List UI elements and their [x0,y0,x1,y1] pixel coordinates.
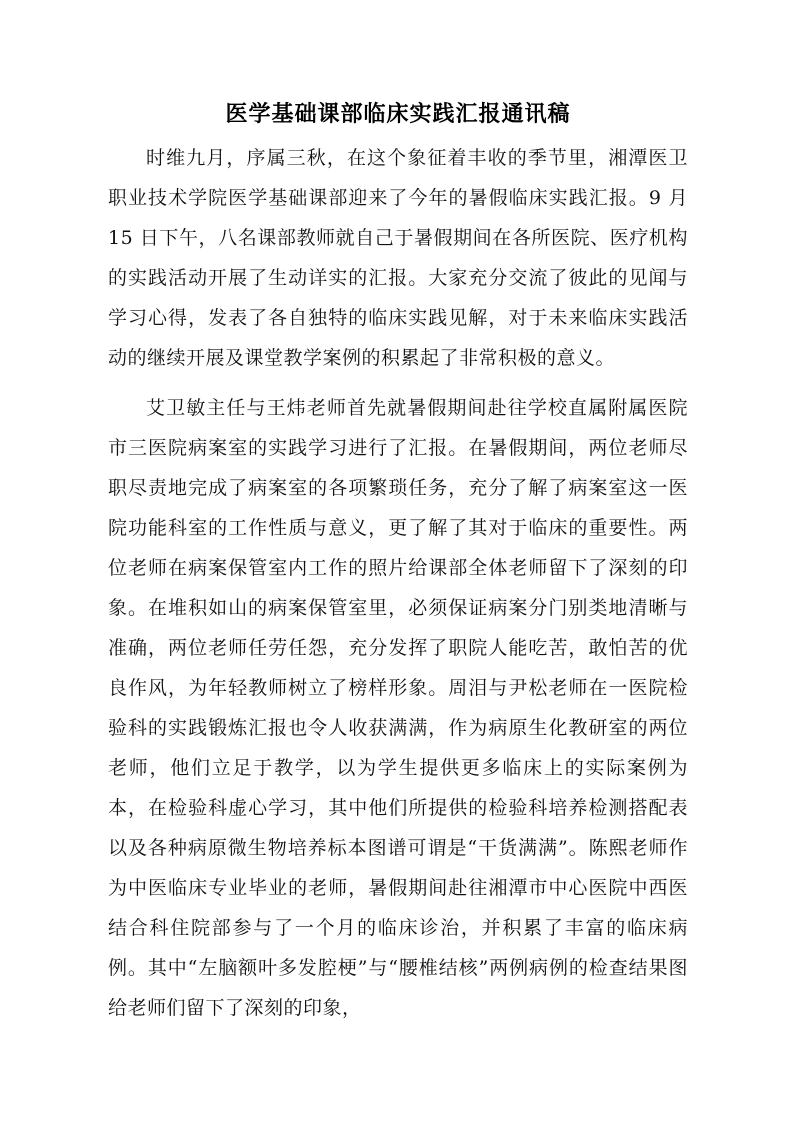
paragraph-reports: 艾卫敏主任与王炜老师首先就暑假期间赴往学校直属附属医院市三医院病案室的实践学习进行了汇报。在暑假期间，两位老师尽职尽责地完成了病案室的各项繁琐任务，充分了解了病案室这一医院功能科室的工作性质与意义，更了解了其对于临床的重要性。两位老师在病案保管室内工作的照片给课部全体老师留下了深刻的印象。在堆积如山的病案保管室里，必须保证病案分门别类地清晰与准确，两位老师任劳任怨，充分发挥了职院人能吃苦，敢怕苦的优良作风，为年轻教师树立了榜样形象。周泪与尹松老师在一医院检验科的实践锻炼汇报也令人收获满满，作为病原生化教研室的两位老师，他们立足于教学，以为学生提供更多临床上的实际案例为本，在检验科虚心学习，其中他们所提供的检验科培养检测搭配表以及各种病原微生物培养标本图谱可谓是“干货满满”。陈熙老师作为中医临床专业毕业的老师，暑假期间赴往湘潭市中心医院中西医结合科住院部参与了一个月的临床诊治，并积累了丰富的临床病例。其中“左脑额叶多发腔梗”与“腰椎结核”两例病例的检查结果图给老师们留下了深刻的印象， [108,397,688,1019]
document-title: 医学基础课部临床实践汇报通讯稿 [225,101,571,127]
document-page [108,96,688,1028]
paragraph-intro: 时维九月，序属三秋，在这个象征着丰收的季节里，湘潭医卫职业技术学院医学基础课部迎来了今年的暑假临床实践汇报。9 月 15 日下午，八名课部教师就自己于暑假期间在各所医院、医疗机构的实践活动开展了生动详实的汇报。大家充分交流了彼此的见闻与学习心得，发表了各自独特的临床实践见解，对于未来临床实践活动的继续开展及课堂教学案例的积累起了非常积极的意义。 [108,147,688,369]
